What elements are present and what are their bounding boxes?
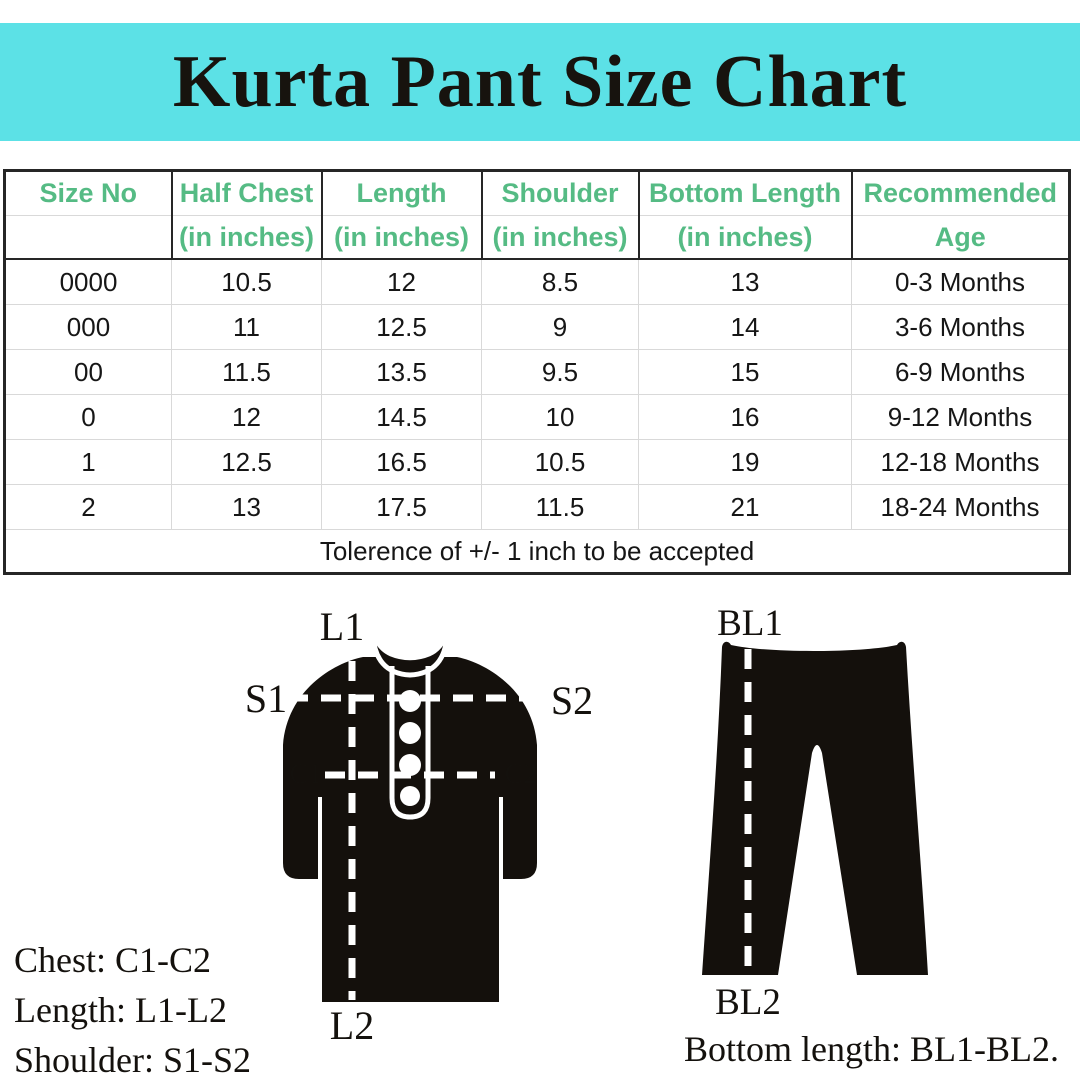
title-banner [0,23,1080,141]
table-cell: 10 [482,395,639,440]
table-cell: 9.5 [482,350,639,395]
table-cell: 14.5 [322,395,482,440]
header-row-units [5,216,1070,260]
table-cell: 8.5 [482,259,639,305]
column-header-size-no: Size No [5,171,172,216]
tolerance-note: Tolerence of +/- 1 inch to be accepted [5,530,1070,574]
table-cell: 16 [639,395,852,440]
column-subheader-shoulder: (in inches) [482,216,639,260]
table-cell: 000 [5,305,172,350]
table-cell: 12.5 [322,305,482,350]
column-subheader-bottom-length: (in inches) [639,216,852,260]
table-cell: 18-24 Months [852,485,1070,530]
column-header-half-chest: Half Chest [172,171,322,216]
label-l2: L2 [329,1003,375,1048]
column-header-length: Length [322,171,482,216]
table-row [5,305,1070,350]
page-title: Kurta Pant Size Chart [172,40,908,123]
table-cell: 13 [639,259,852,305]
table-row [5,395,1070,440]
column-subheader-size-no [5,216,172,260]
table-cell: 6-9 Months [852,350,1070,395]
table-cell: 14 [639,305,852,350]
label-s2: S2 [550,678,594,723]
column-subheader-half-chest: (in inches) [172,216,322,260]
table-cell: 00 [5,350,172,395]
table-cell: 12 [172,395,322,440]
legend-bottom-length: Bottom length: BL1-BL2. [684,1029,1059,1069]
table-cell: 9-12 Months [852,395,1070,440]
table-cell: 19 [639,440,852,485]
table-footer-row [5,530,1070,574]
table-cell: 12-18 Months [852,440,1070,485]
table-row [5,350,1070,395]
table-cell: 16.5 [322,440,482,485]
table-cell: 13.5 [322,350,482,395]
table-cell: 1 [5,440,172,485]
column-subheader-length: (in inches) [322,216,482,260]
label-bl1: BL1 [717,603,783,644]
column-header-recommended-age: Recommended [852,171,1070,216]
table-row [5,485,1070,530]
label-bl2: BL2 [715,982,781,1023]
table-cell: 12.5 [172,440,322,485]
label-c2: C2 [504,759,538,790]
column-subheader-recommended-age: Age [852,216,1070,260]
table-cell: 10.5 [482,440,639,485]
legend-chest: Chest: C1-C2 [14,940,212,980]
table-row [5,259,1070,305]
table-cell: 21 [639,485,852,530]
table-cell: 15 [639,350,852,395]
table-cell: 11.5 [172,350,322,395]
pants-silhouette [690,638,940,983]
table-cell: 17.5 [322,485,482,530]
table-cell: 0 [5,395,172,440]
kurta-silhouette [240,593,595,1053]
table-cell: 12 [322,259,482,305]
column-header-shoulder: Shoulder [482,171,639,216]
table-cell: 11.5 [482,485,639,530]
legend-shoulder: Shoulder: S1-S2 [14,1040,252,1080]
table-cell: 2 [5,485,172,530]
table-cell: 10.5 [172,259,322,305]
table-cell: 0-3 Months [852,259,1070,305]
label-s1: S1 [244,676,288,721]
header-row-titles [5,171,1070,216]
column-header-bottom-length: Bottom Length [639,171,852,216]
table-row [5,440,1070,485]
label-c1: C1 [289,759,323,790]
table-cell: 11 [172,305,322,350]
table-cell: 13 [172,485,322,530]
table-cell: 9 [482,305,639,350]
table-cell: 3-6 Months [852,305,1070,350]
size-chart-table [3,169,1071,575]
label-l1: L1 [319,604,365,649]
table-cell: 0000 [5,259,172,305]
legend-length: Length: L1-L2 [14,990,227,1030]
